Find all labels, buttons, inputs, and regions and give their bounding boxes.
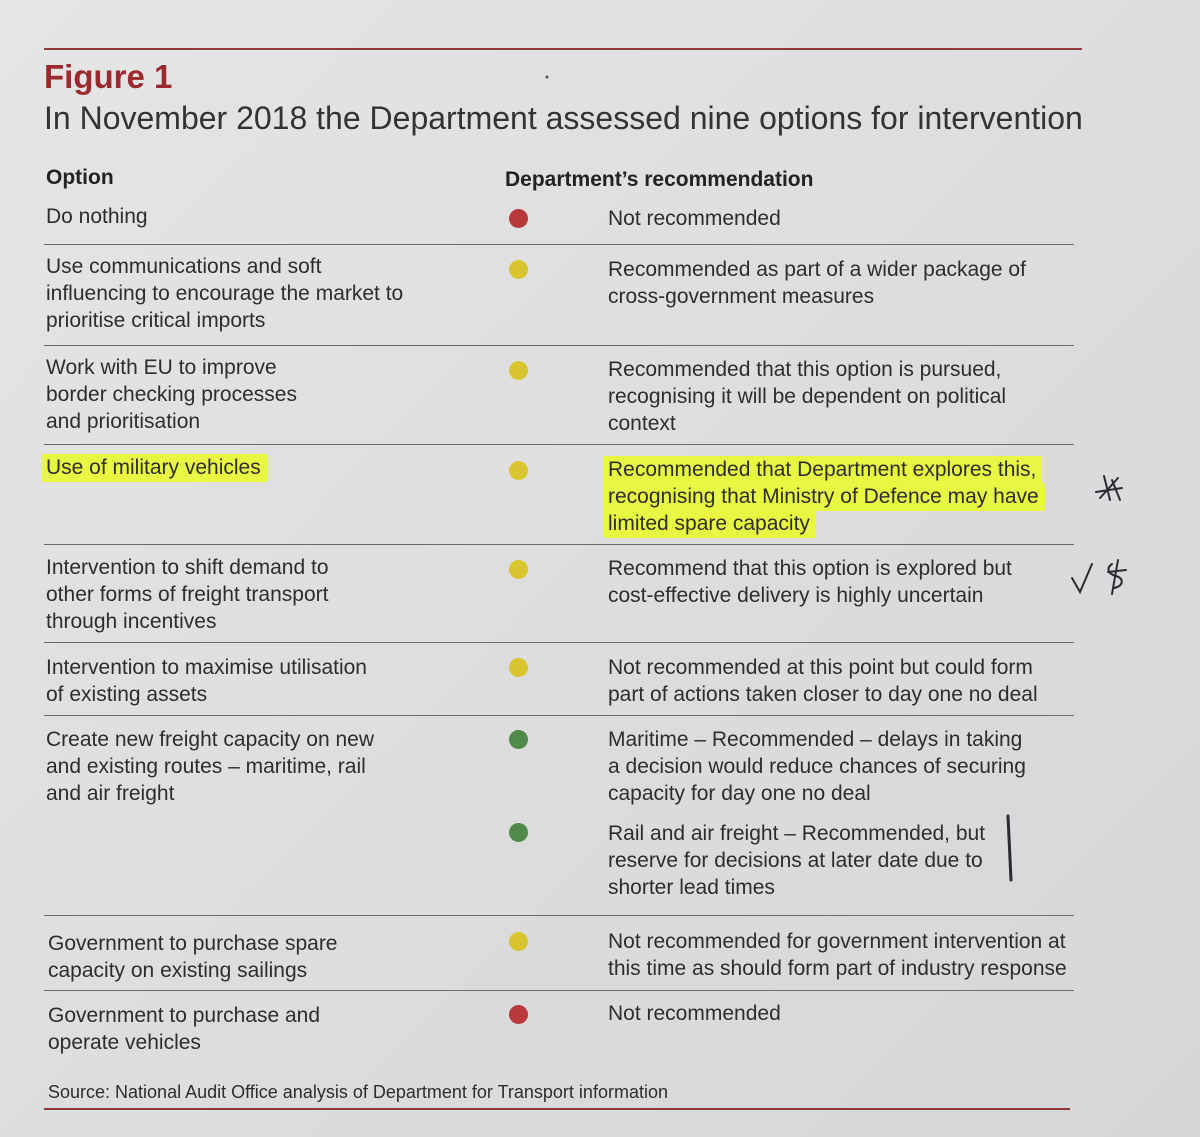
recommendation-text: Recommended that this option is pursued, recognising it will be dependent on political context (608, 358, 1007, 435)
recommendation-text: Recommended as part of a wider package of cross-government measures (608, 258, 1026, 308)
recommendation-text: Not recommended (608, 1002, 781, 1025)
highlighted-recommendation: Recommended that Department explores this, recognising that Ministry of Defence may have limited spare capacity (604, 456, 1045, 538)
status-dot-green (509, 823, 528, 842)
status-dot-red (509, 209, 528, 228)
figure-title: In November 2018 the Department assessed nine options for intervention (44, 100, 1083, 136)
row-divider (44, 990, 1074, 991)
option-communications: Use communications and soft influencing to encourage the market to prioritise critical imports (46, 255, 404, 332)
row-divider (44, 915, 1074, 916)
status-dot-amber (509, 560, 528, 579)
row-divider (44, 345, 1074, 346)
bottom-rule (44, 1108, 1070, 1110)
status-dot-amber (509, 461, 528, 480)
option-do-nothing: Do nothing (46, 205, 148, 228)
pen-dot (544, 74, 550, 80)
option-purchase-spare-capacity: Government to purchase spare capacity on existing sailings (48, 932, 338, 982)
handwritten-vertical-line (1002, 812, 1018, 884)
option-maximise-utilisation: Intervention to maximise utilisation of existing assets (46, 656, 367, 706)
recommendation-text: Maritime – Recommended – delays in taking a decision would reduce chances of securing capacity for day one no deal (608, 728, 1026, 805)
status-dot-green (509, 730, 528, 749)
row-divider (44, 444, 1074, 445)
status-dot-amber (509, 361, 528, 380)
status-dot-amber (509, 658, 528, 677)
status-dot-amber (509, 260, 528, 279)
option-new-freight-capacity: Create new freight capacity on new and existing routes – maritime, rail and air freight (46, 728, 375, 805)
option-shift-demand: Intervention to shift demand to other forms of freight transport through incentives (46, 556, 329, 633)
recommendation-text: Not recommended for government intervention at this time as should form part of industry response (608, 930, 1067, 980)
row-divider (44, 642, 1074, 643)
recommendation-text: Not recommended (608, 207, 781, 230)
row-divider (44, 715, 1074, 716)
status-dot-red (509, 1005, 528, 1024)
row-divider (44, 544, 1074, 545)
source-note: Source: National Audit Office analysis of Department for Transport information (48, 1082, 668, 1102)
option-purchase-operate-vehicles: Government to purchase and operate vehicles (48, 1004, 320, 1054)
handwritten-tick-mark (1068, 558, 1138, 598)
option-work-with-eu: Work with EU to improve border checking processes and prioritisation (46, 356, 297, 433)
figure-label: Figure 1 (44, 58, 173, 95)
recommendation-text: Recommend that this option is explored but cost-effective delivery is highly uncertain (608, 557, 1012, 607)
status-dot-amber (509, 932, 528, 951)
top-rule (44, 48, 1082, 50)
recommendation-text (608, 456, 1058, 537)
row-divider (44, 244, 1074, 245)
highlighted-option: Use of military vehicles (42, 454, 267, 482)
option-military-vehicles (46, 454, 446, 481)
recommendation-text: Not recommended at this point but could form part of actions taken closer to day one no deal (608, 656, 1038, 706)
handwritten-asterisk-mark (1090, 470, 1130, 506)
column-header-recommendation: Department’s recommendation (505, 168, 814, 191)
column-header-option: Option (46, 166, 114, 189)
recommendation-text: Rail and air freight – Recommended, but reserve for decisions at later date due to shorter lead times (608, 822, 986, 899)
